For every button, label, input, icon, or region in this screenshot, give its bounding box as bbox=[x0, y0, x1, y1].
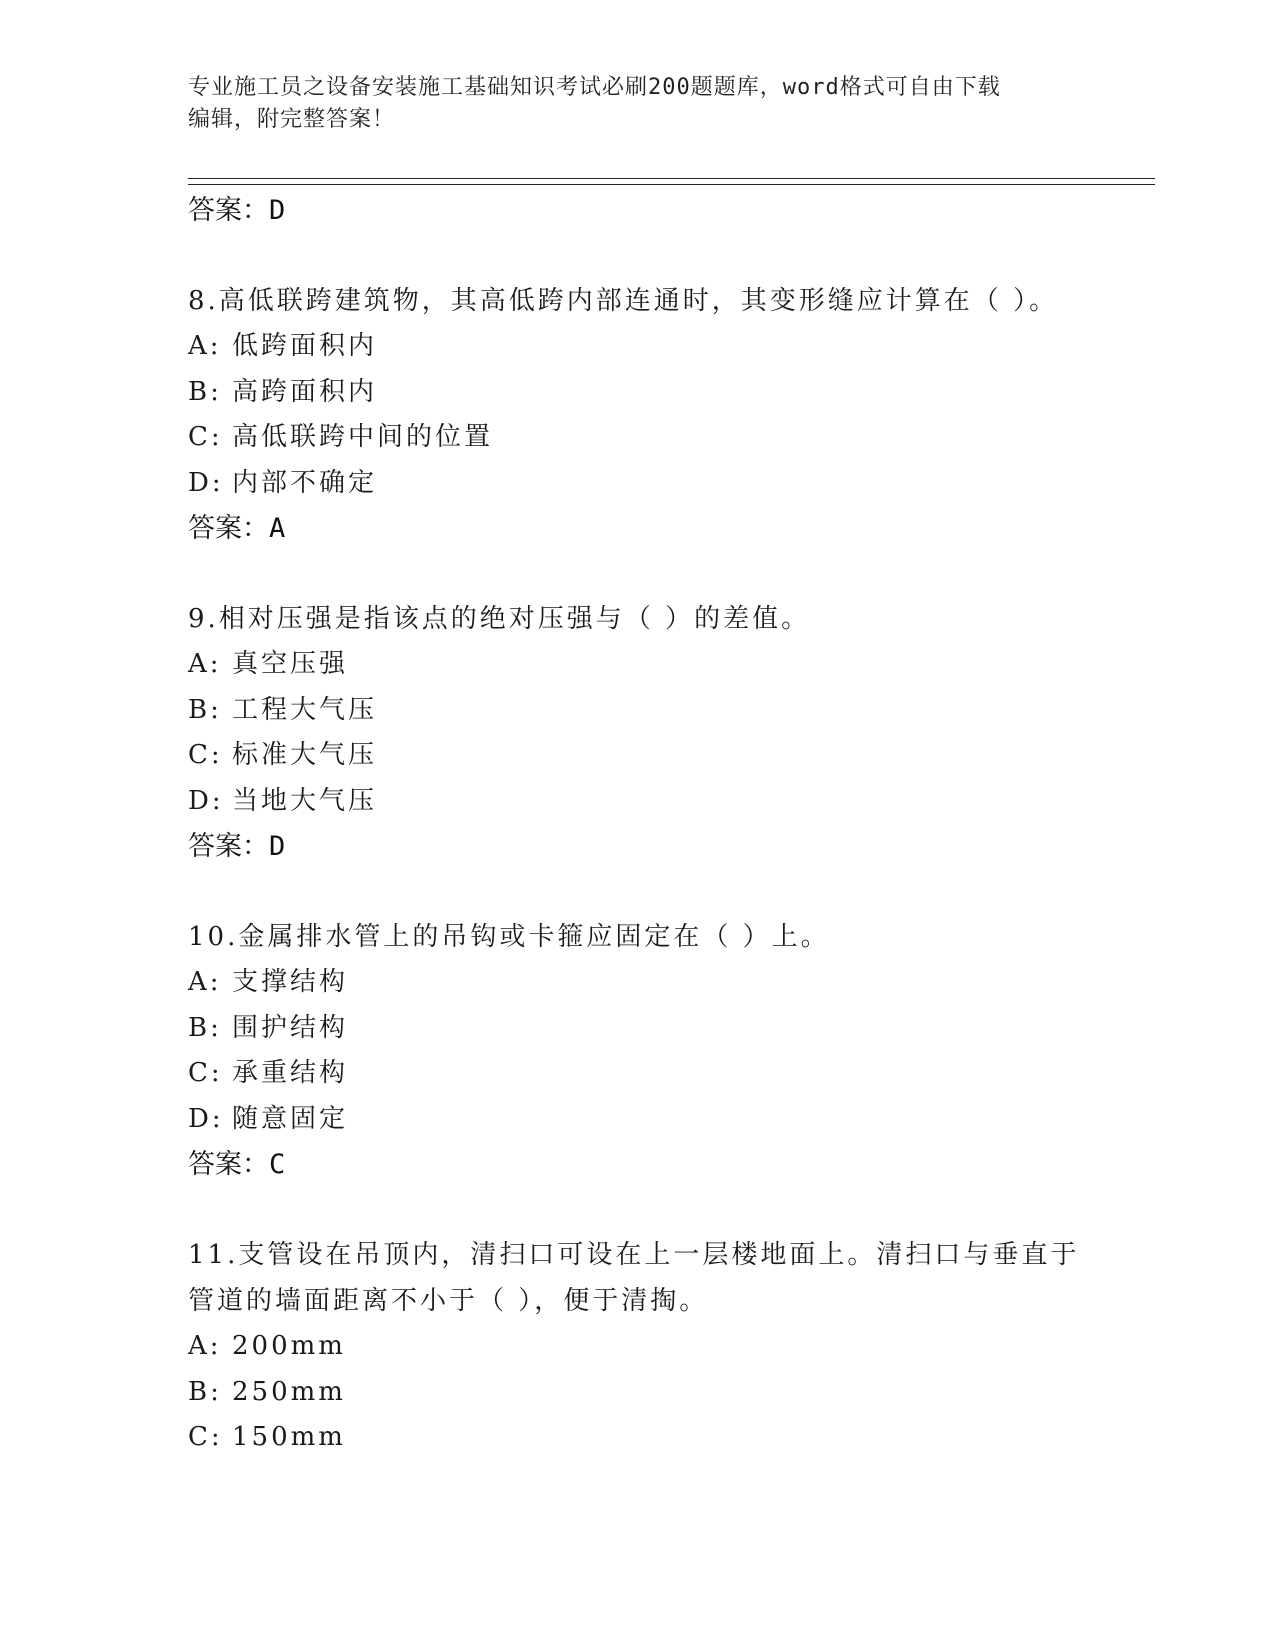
question-list bbox=[188, 188, 1088, 1461]
option-letter: B: bbox=[188, 376, 222, 407]
option-letter: A: bbox=[188, 649, 222, 679]
option-letter: A: bbox=[188, 331, 222, 361]
question-text: 9.相对压强是指该点的绝对压强与（ ）的差值。 bbox=[188, 604, 811, 634]
option-item bbox=[188, 960, 1088, 1006]
option-item bbox=[188, 415, 1088, 461]
option-item bbox=[188, 324, 1088, 370]
option-text: 250mm bbox=[232, 1376, 346, 1407]
question-text: 10.金属排水管上的吊钩或卡箍应固定在（ ）上。 bbox=[188, 922, 830, 952]
option-item bbox=[188, 733, 1088, 779]
option-item bbox=[188, 688, 1088, 734]
header-rule-double bbox=[188, 184, 1155, 185]
answer-line: 答案：D bbox=[188, 195, 286, 226]
option-text: 真空压强 bbox=[232, 649, 349, 679]
option-text: 支撑结构 bbox=[232, 967, 349, 997]
question-block bbox=[188, 914, 1088, 1188]
option-letter: B: bbox=[188, 1012, 222, 1043]
questions-container bbox=[188, 278, 1088, 1461]
option-text: 随意固定 bbox=[232, 1103, 349, 1134]
option-text: 低跨面积内 bbox=[232, 331, 378, 361]
option-text: 标准大气压 bbox=[232, 740, 378, 770]
option-letter: A: bbox=[188, 1331, 222, 1361]
option-letter: B: bbox=[188, 694, 222, 725]
answer-line: 答案：D bbox=[188, 831, 286, 862]
header-line-2: 编辑，附完整答案！ bbox=[188, 107, 396, 132]
option-item bbox=[188, 461, 1088, 507]
header-line-1: 专业施工员之设备安装施工基础知识考试必刷200题题库，word格式可自由下载 bbox=[188, 75, 1001, 100]
option-item bbox=[188, 370, 1088, 416]
option-text: 高低联跨中间的位置 bbox=[232, 422, 494, 452]
option-text: 150mm bbox=[232, 1422, 346, 1452]
option-text: 当地大气压 bbox=[232, 785, 378, 816]
option-letter: C: bbox=[188, 422, 223, 452]
option-letter: C: bbox=[188, 740, 223, 770]
question-block bbox=[188, 596, 1088, 870]
header-rule bbox=[188, 178, 1155, 179]
question-text: 8.高低联跨建筑物，其高低跨内部连通时，其变形缝应计算在（ ）。 bbox=[188, 286, 1059, 316]
option-item bbox=[188, 1006, 1088, 1052]
answer-line: 答案：A bbox=[188, 513, 286, 544]
option-item bbox=[188, 1097, 1088, 1143]
option-text: 承重结构 bbox=[232, 1058, 349, 1088]
option-letter: D: bbox=[188, 1103, 224, 1134]
option-text: 200mm bbox=[232, 1331, 346, 1361]
document-header bbox=[188, 72, 1088, 136]
option-item bbox=[188, 642, 1088, 688]
question-block bbox=[188, 1232, 1088, 1461]
option-item bbox=[188, 779, 1088, 825]
option-text: 内部不确定 bbox=[232, 467, 378, 498]
option-letter: A: bbox=[188, 967, 222, 997]
option-text: 围护结构 bbox=[232, 1012, 349, 1043]
option-letter: C: bbox=[188, 1422, 223, 1452]
option-letter: B: bbox=[188, 1376, 222, 1407]
question-text: 管道的墙面距离不小于（ ），便于清掏。 bbox=[188, 1286, 709, 1316]
option-letter: D: bbox=[188, 467, 224, 498]
option-item bbox=[188, 1051, 1088, 1097]
option-letter: C: bbox=[188, 1058, 223, 1088]
option-item bbox=[188, 1324, 1088, 1370]
option-letter: D: bbox=[188, 785, 224, 816]
question-block bbox=[188, 278, 1088, 552]
option-item bbox=[188, 1415, 1088, 1461]
question-text: 11.支管设在吊顶内，清扫口可设在上一层楼地面上。清扫口与垂直于 bbox=[188, 1240, 1080, 1270]
option-text: 工程大气压 bbox=[232, 694, 378, 725]
option-item bbox=[188, 1370, 1088, 1416]
option-text: 高跨面积内 bbox=[232, 376, 378, 407]
answer-line: 答案：C bbox=[188, 1149, 286, 1180]
